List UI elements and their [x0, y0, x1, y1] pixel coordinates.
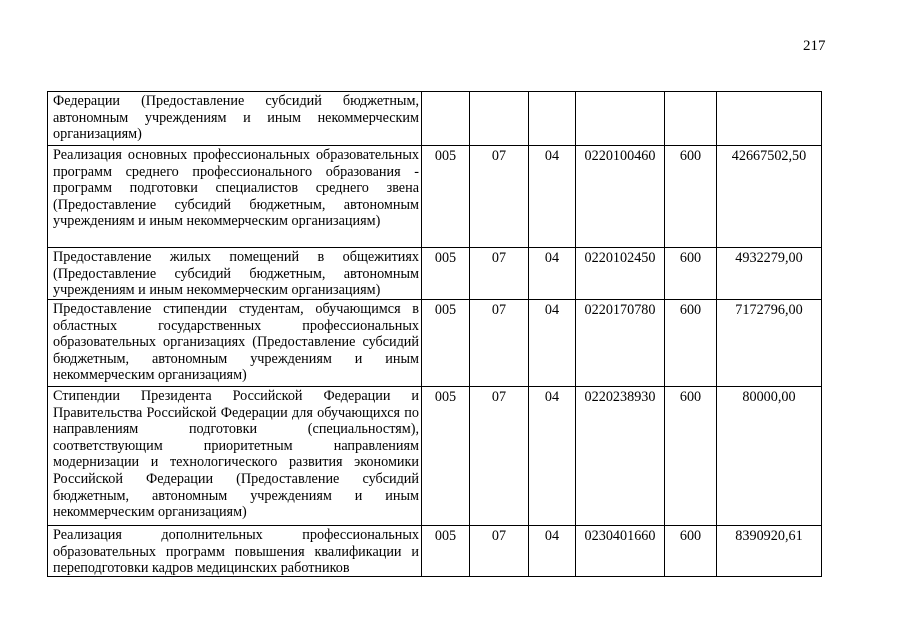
target-article-cell: 0220170780	[576, 300, 665, 387]
budget-table	[47, 91, 822, 577]
amount-cell: 80000,00	[717, 387, 822, 526]
section-code-cell: 07	[470, 300, 529, 387]
target-article-cell: 0220102450	[576, 248, 665, 300]
subsection-code-cell	[529, 92, 576, 146]
ministry-code-cell	[422, 92, 470, 146]
expense-type-cell: 600	[665, 146, 717, 248]
target-article-cell: 0220238930	[576, 387, 665, 526]
ministry-code-cell: 005	[422, 526, 470, 577]
ministry-code-cell: 005	[422, 387, 470, 526]
table-row	[48, 92, 822, 146]
section-code-cell: 07	[470, 248, 529, 300]
target-article-cell	[576, 92, 665, 146]
ministry-code-cell: 005	[422, 248, 470, 300]
table-row	[48, 387, 822, 526]
expense-name-cell: Федерации (Предоставление субсидий бюджетным, автономным учреждениям и иным некоммерческим организациям)	[48, 92, 422, 146]
section-code-cell: 07	[470, 387, 529, 526]
target-article-cell: 0220100460	[576, 146, 665, 248]
section-code-cell	[470, 92, 529, 146]
subsection-code-cell: 04	[529, 387, 576, 526]
subsection-code-cell: 04	[529, 300, 576, 387]
page-number: 217	[803, 38, 826, 54]
amount-cell: 42667502,50	[717, 146, 822, 248]
expense-type-cell	[665, 92, 717, 146]
expense-type-cell: 600	[665, 526, 717, 577]
expense-name-cell: Реализация основных профессиональных образовательных программ среднего профессионального образования - программ подготовки специалистов среднего звена (Предоставление субсидий бюджетным, автономным учреждениям и иным некоммерческим организациям)	[48, 146, 422, 248]
ministry-code-cell: 005	[422, 146, 470, 248]
amount-cell: 4932279,00	[717, 248, 822, 300]
expense-name-cell: Предоставление стипендии студентам, обучающимся в областных государственных профессиональных образовательных организациях (Предоставление субсидий бюджетным, автономным учреждениям и иным некоммерческим организациям)	[48, 300, 422, 387]
expense-type-cell: 600	[665, 300, 717, 387]
expense-name-cell: Стипендии Президента Российской Федерации и Правительства Российской Федерации для обучающихся по направлениям подготовки (специальностям), соответствующим приоритетным направлениям модернизации и технологического развития экономики Российской Федерации (Предоставление субсидий бюджетным, автономным учреждениям и иным некоммерческим организациям)	[48, 387, 422, 526]
table-row	[48, 248, 822, 300]
subsection-code-cell: 04	[529, 146, 576, 248]
target-article-cell: 0230401660	[576, 526, 665, 577]
table-row	[48, 300, 822, 387]
expense-name-cell	[48, 526, 422, 577]
ministry-code-cell: 005	[422, 300, 470, 387]
table-row	[48, 526, 822, 577]
subsection-code-cell: 04	[529, 248, 576, 300]
expense-name-cell: Предоставление жилых помещений в общежитиях (Предоставление субсидий бюджетным, автономным учреждениям и иным некоммерческим организациям)	[48, 248, 422, 300]
expense-type-cell: 600	[665, 387, 717, 526]
table-row	[48, 146, 822, 248]
section-code-cell: 07	[470, 526, 529, 577]
section-code-cell: 07	[470, 146, 529, 248]
subsection-code-cell: 04	[529, 526, 576, 577]
amount-cell: 8390920,61	[717, 526, 822, 577]
amount-cell: 7172796,00	[717, 300, 822, 387]
expense-name-text: Реализация дополнительных профессиональных образовательных программ повышения квалификации и переподготовки кадров медицинских работников	[53, 527, 419, 575]
amount-cell	[717, 92, 822, 146]
expense-type-cell: 600	[665, 248, 717, 300]
